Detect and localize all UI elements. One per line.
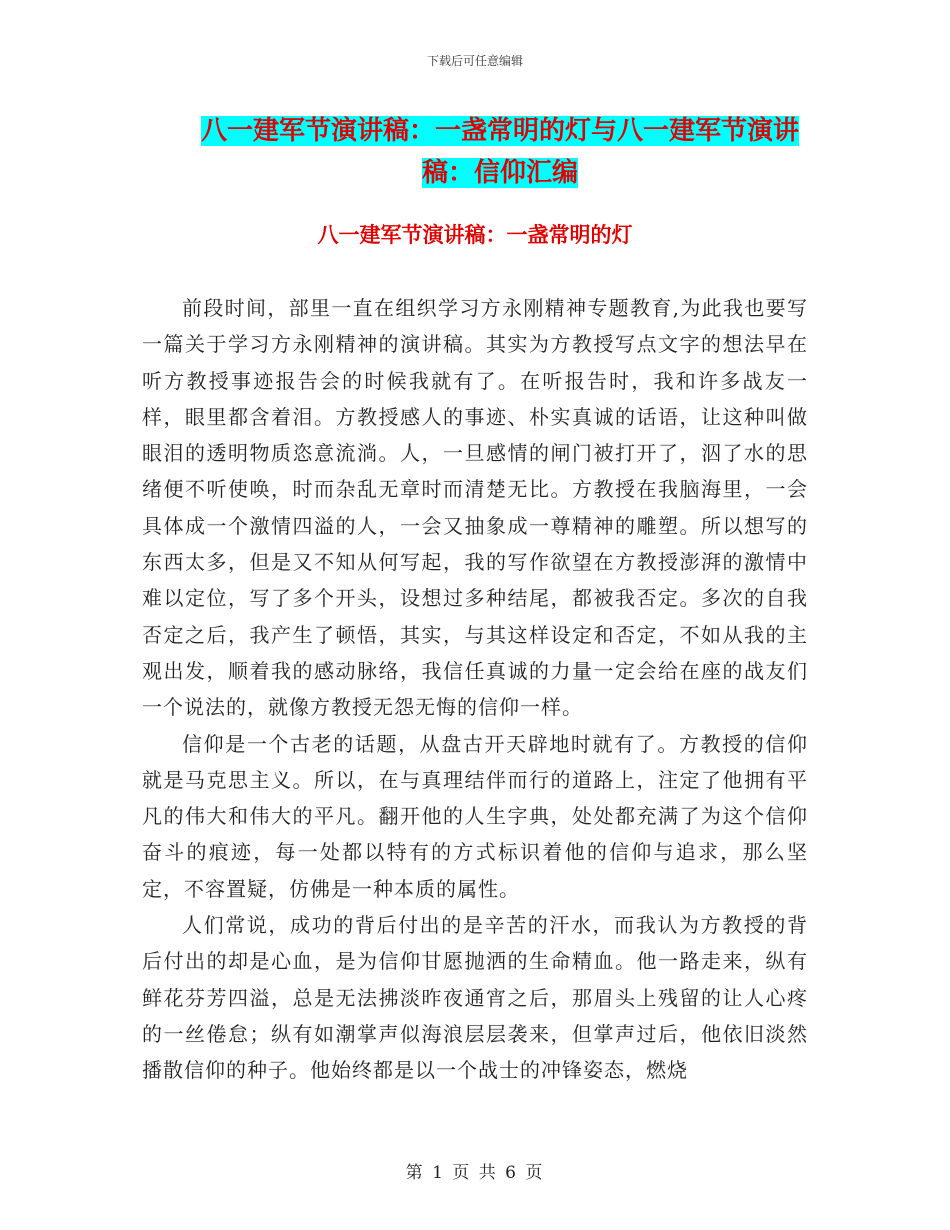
- page-number-footer: 第 1 页 共 6 页: [405, 1163, 545, 1183]
- header-note: 下载后可任意编辑: [426, 54, 523, 68]
- body-text: [142, 290, 808, 1089]
- document-title: [195, 110, 805, 194]
- paragraph: 前段时间，部里一直在组织学习方永刚精神专题教育,为此我也要写一篇关于学习方永刚精神的演讲稿。其实为方教授写点文字的想法早在听方教授事迹报告会的时候我就有了。在听报告时，我和许多战友一样，眼里都含着泪。方教授感人的事迹、朴实真诚的话语，让这种叫做眼泪的透明物质恣意流淌。人，一旦感情的闸门被打开了，泅了水的思绪便不听使唤，时而杂乱无章时而清楚无比。方教授在我脑海里，一会具体成一个激情四溢的人，一会又抽象成一尊精神的雕塑。所以想写的东西太多，但是又不知从何写起，我的写作欲望在方教授澎湃的激情中难以定位，写了多个开头，设想过多种结尾，都被我否定。多次的自我否定之后，我产生了顿悟，其实，与其这样设定和否定，不如从我的主观出发，顺着我的感动脉络，我信任真诚的力量一定会给在座的战友们一个说法的，就像方教授无怨无悔的信仰一样。: [142, 296, 808, 720]
- document-title-line1: 八一建军节演讲稿：一盏常明的灯与八一建军节演讲: [200, 116, 799, 146]
- paragraph: 信仰是一个古老的话题，从盘古开天辟地时就有了。方教授的信仰就是马克思主义。所以，在与真理结伴而行的道路上，注定了他拥有平凡的伟大和伟大的平凡。翻开他的人生字典，处处都充满了为这个信仰奋斗的痕迹，每一处都以特有的方式标识着他的信仰与追求，那么坚定，不容置疑，仿佛是一种本质的属性。: [142, 731, 808, 901]
- paragraph: 人们常说，成功的背后付出的是辛苦的汗水，而我认为方教授的背后付出的却是心血，是为信仰甘愿抛洒的生命精血。他一路走来，纵有鲜花芬芳四溢，总是无法拂淡昨夜通宵之后，那眉头上残留的让人心疼的一丝倦怠；纵有如潮掌声似海浪层层袭来，但掌声过后，他依旧淡然播散信仰的种子。他始终都是以一个战士的冲锋姿态，燃烧: [142, 913, 808, 1083]
- document-title-line2: 稿：信仰汇编: [421, 158, 578, 188]
- section-title: 八一建军节演讲稿：一盏常明的灯: [317, 223, 633, 247]
